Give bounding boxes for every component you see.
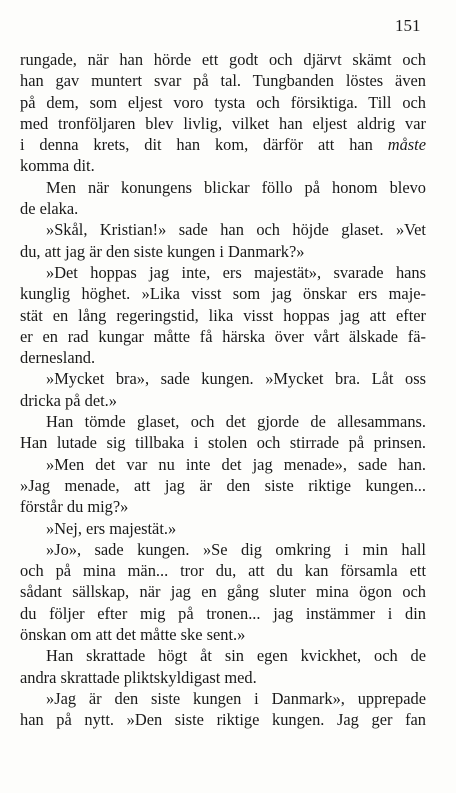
text-line: kunglig höghet. »Lika visst som jag önskar ers maje- [20, 284, 426, 304]
text-line: sådant sällskap, när jag en gång sluter mina ögon och [20, 582, 426, 602]
emphasized-word: måste [387, 135, 426, 155]
text-line: »Mycket bra», sade kungen. »Mycket bra. Låt oss [46, 369, 426, 389]
text-line: »Jag menade, att jag är den siste riktige kungen... [20, 475, 426, 495]
text-line: han på nytt. »Den siste riktige kungen. Jag ger fan [20, 710, 426, 730]
text-line: »Men det var nu inte det jag menade», sade han. [46, 454, 426, 474]
text-line: Men när konungens blickar föllo på honom blevo [46, 177, 426, 197]
text-line: förstår du mig?» [20, 497, 129, 517]
text-line: andra skrattade pliktskyldigast med. [20, 667, 257, 687]
text-line: komma dit. [20, 156, 95, 176]
text-line: han gav muntert svar på tal. Tungbanden löstes även [20, 71, 426, 91]
text-line: på dem, som eljest voro tysta och försiktiga. Till och [20, 92, 426, 112]
text-line: er en rad kungar måtte få härska över vårt älskade fä- [20, 326, 426, 346]
text-line: stät en lång regeringstid, lika visst hoppas jag att efter [20, 305, 426, 325]
text-line: önskan om att det måtte ske sent.» [20, 625, 246, 645]
text-line: med tronföljaren blev livlig, vilket han eljest aldrig var [20, 113, 426, 133]
text-line: »Skål, Kristian!» sade han och höjde glaset. »Vet [46, 220, 426, 240]
text-line: i denna krets, dit han kom, därför att han måste [20, 135, 426, 155]
text-line: de elaka. [20, 199, 79, 219]
text-line: Han skrattade högt åt sin egen kvickhet, och de [46, 646, 426, 666]
text-line: dernesland. [20, 348, 96, 368]
text-line: Han tömde glaset, och det gjorde de allesammans. [46, 412, 426, 432]
text-line: Han lutade sig tillbaka i stolen och stirrade på prinsen. [20, 433, 426, 453]
text-line: »Jag är den siste kungen i Danmark», upprepade [46, 688, 426, 708]
text-line: »Det hoppas jag inte, ers majestät», svarade hans [46, 262, 426, 282]
text-line: dricka på det.» [20, 390, 117, 410]
text-line: rungade, när han hörde ett godt och djärvt skämt och [20, 50, 426, 69]
text-line: du, att jag är den siste kungen i Danmark?» [20, 241, 305, 261]
body-text [20, 49, 426, 731]
text-line: du följer efter mig på tronen... jag instämmer i din [20, 603, 426, 623]
text-line: »Jo», sade kungen. »Se dig omkring i min hall [46, 539, 426, 559]
text-line: »Nej, ers majestät.» [46, 518, 177, 538]
text-line: och på mina män... tror du, att du kan församla ett [20, 561, 426, 581]
page-number: 151 [395, 16, 421, 35]
